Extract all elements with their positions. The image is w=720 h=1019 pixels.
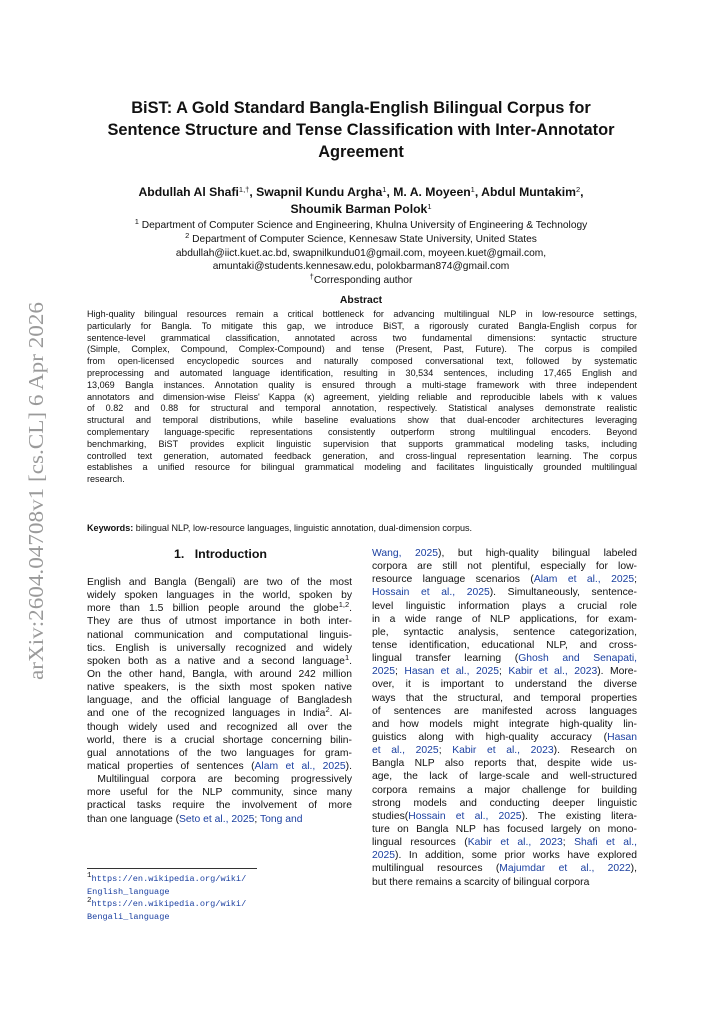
body-line [372, 823, 637, 836]
citation-link[interactable]: et al., 2025 [372, 745, 439, 757]
text-run: ). Research on [553, 745, 637, 757]
section-heading-introduction [87, 547, 354, 561]
text-run: than one language ( [87, 813, 180, 825]
body-line [372, 705, 637, 718]
footnote-line [87, 911, 352, 924]
body-line [372, 560, 637, 573]
abstract-line: establishes a unified resource for bilingual grammatical modeling and facilitates linguistically grounded multilingual [87, 462, 637, 473]
body-line [372, 547, 637, 560]
citation-link[interactable]: Kabir et al., 2023 [467, 837, 563, 849]
abstract-heading: Abstract [339, 295, 383, 306]
footnote-line [87, 886, 352, 899]
body-line [87, 799, 352, 812]
text-run: ). Simultaneously, sentence- [489, 587, 637, 599]
text-run: but there remains a scarcity of bilingual corpora [372, 876, 590, 888]
text-run: level linguistic information plays a crucial role [372, 600, 637, 612]
arxiv-id-text: arXiv:2604.04708v1 [cs.CL] 6 Apr 2026 [24, 328, 48, 680]
abstract-line: research. [87, 474, 125, 485]
text-run: English_language [87, 886, 170, 897]
body-line [372, 678, 637, 691]
text-run: ; [395, 666, 405, 678]
text-run: widely spoken languages in the world, spoken by [87, 590, 352, 602]
body-line [87, 734, 352, 747]
citation-link[interactable]: Seto et al., 2025 [179, 813, 255, 825]
abstract-line: from open-licensed encyclopedic sources and naturally composed conversational text, followed by systematic [87, 356, 637, 367]
text-run: matical properties of sentences ( [87, 760, 255, 772]
abstract-line: particularly for Bangla. To mitigate this gap, we introduce BiST, a rigorously curated Bangla-English corpus for [87, 320, 637, 331]
body-line [372, 626, 637, 639]
text-run: Bengali_language [87, 911, 170, 922]
text-run: guistics along with high-quality accuracy ( [372, 731, 608, 743]
author-list [80, 184, 642, 218]
citation-link[interactable]: Hasan [607, 731, 637, 743]
corresponding-text: Corresponding author [313, 275, 413, 287]
text-run: native speakers, is the sixth most spoken native [87, 682, 352, 694]
body-line [372, 613, 637, 626]
text-run: ple, syntactic analysis, sentence categorization, [372, 626, 637, 638]
author-separator: , [580, 185, 584, 199]
text-run: ; [438, 745, 453, 757]
text-run: world, there is a crucial shortage concerning bilin- [87, 734, 352, 746]
citation-link[interactable]: Alam et al., 2025 [533, 574, 635, 586]
citation-link[interactable]: Hasan et al., 2025 [404, 666, 499, 678]
text-run: ; [634, 574, 637, 586]
citation-link[interactable]: Wang, 2025 [372, 548, 439, 559]
text-run: gual annotations of the two languages for gram- [87, 747, 352, 759]
author-name: Abdul Muntakim [481, 185, 576, 199]
text-run: ), but high-quality bilingual labeled [438, 548, 637, 559]
citation-link[interactable]: Majumdar et al., 2022 [499, 863, 631, 875]
author-separator: , [249, 185, 257, 199]
footnote-rule [87, 868, 257, 869]
citation-link[interactable]: 2025 [372, 850, 396, 862]
footnotes [87, 873, 352, 923]
keywords-line [87, 523, 637, 533]
body-line [372, 770, 637, 783]
body-line [372, 744, 637, 757]
text-run: ; [254, 813, 260, 825]
body-line [87, 615, 352, 628]
text-run: ways that the structural, and temporal properties [372, 692, 637, 704]
email-line: abdullah@iict.kuet.ac.bd, swapnilkundu01@gmail.com, moyeen.kuet@gmail.com, [175, 247, 547, 259]
text-run: ). [345, 760, 352, 772]
text-run: corpora are still not plentiful, especially for low- [372, 561, 637, 573]
body-line [87, 760, 352, 773]
title-line: Sentence Structure and Tense Classification with Inter-Annotator [107, 121, 615, 139]
body-line [87, 602, 352, 615]
text-run: multilingual resources ( [372, 863, 500, 875]
text-run: though widely used and recognized all over the [87, 721, 352, 733]
abstract-line: High-quality bilingual resources remain a critical bottleneck for advancing multilingual NLP in low-resource settings, [87, 309, 637, 319]
body-line [372, 692, 637, 705]
text-run: and how models might integrate high-quality lin- [372, 718, 637, 730]
body-line [372, 862, 637, 875]
abstract-line: 13,069 Bangla instances. Annotation quality is ensured through a multi-stage framework with three independent [87, 379, 637, 390]
text-run: and one of the recognized languages in India [87, 708, 326, 720]
text-run: studies( [372, 810, 409, 822]
abstract-line: annotators and dimension-wise Fleiss' Kappa (κ) agreement, yielding reliable and reproducible labels with κ values [87, 391, 637, 402]
footnote-line [87, 873, 352, 886]
body-line [372, 836, 637, 849]
text-run: ), [630, 863, 637, 875]
text-run: age, the lack of large-scale and well-structured [372, 771, 637, 783]
author-affiliation-marker: 1,† [238, 185, 250, 194]
text-run: https://en.wikipedia.org/wiki/ [91, 899, 247, 910]
body-line [372, 731, 637, 744]
body-line [87, 786, 352, 799]
text-run: in a wide range of NLP applications, for exam- [372, 613, 637, 625]
title-line: Agreement [318, 143, 404, 161]
footnote-marker: 1,2 [338, 600, 350, 610]
body-line [87, 813, 352, 826]
citation-link[interactable]: Hossain et al., 2025 [372, 587, 490, 599]
citation-link[interactable]: Ghosh and Senapati, [518, 653, 637, 665]
text-run: ). More- [597, 666, 638, 678]
text-run: practical tasks require the involvement of more [87, 800, 352, 812]
text-run: On the other hand, Bangla, with around 242 million [87, 668, 352, 680]
body-line [372, 718, 637, 731]
author-name: Shoumik Barman Polok [290, 202, 428, 216]
abstract-line: preprocessing and automated language identification, resulting in 30,534 sentences, including 17,465 English and [87, 367, 637, 378]
author-affiliation-marker: 2 [575, 185, 581, 194]
text-run: resource language scenarios ( [372, 574, 534, 586]
text-run: . Al- [329, 708, 352, 720]
body-line [87, 681, 352, 694]
body-line [87, 642, 352, 655]
affiliation-text: Department of Computer Science, Kennesaw State University, United States [192, 233, 537, 245]
body-line [87, 773, 352, 786]
right-column-text [372, 547, 637, 889]
body-line [372, 665, 637, 678]
body-line [87, 707, 352, 720]
citation-link[interactable]: Shafi et al., [574, 837, 638, 849]
text-run: . [349, 603, 352, 615]
footnote-marker: 2 [87, 897, 92, 906]
text-run: more useful for the NLP community, since many [87, 787, 352, 799]
text-run: ). The existing litera- [521, 810, 637, 822]
text-run: spoken both as a native and a second language [87, 655, 345, 667]
arxiv-identifier-stamp [21, 300, 51, 680]
footnote-marker: 1 [344, 652, 350, 662]
footnote-marker: 1 [87, 872, 92, 880]
author-line [80, 184, 642, 201]
body-line [372, 797, 637, 810]
title-line: BiST: A Gold Standard Bangla-English Bilingual Corpus for [131, 99, 591, 117]
body-line [372, 810, 637, 823]
text-run: lingual resources ( [372, 837, 468, 849]
abstract-line: (Simple, Complex, Compound, Complex-Compound) and tense (Present, Past, Future). The corpus is compiled [87, 344, 637, 355]
body-line [372, 757, 637, 770]
text-run: tics. English is universally recognized and widely [87, 642, 352, 654]
citation-link[interactable]: Kabir et al., 2023 [452, 745, 554, 757]
keywords-label: Keywords: [87, 523, 134, 533]
body-line [372, 849, 637, 862]
abstract-line: sentence-level grammatical classification, annotated across two fundamental dimensions: syntactic structure [87, 332, 637, 343]
footnote-marker: 2 [325, 705, 330, 715]
author-name: M. A. Moyeen [393, 185, 471, 199]
author-name: Abdullah Al Shafi [138, 185, 239, 199]
body-line [372, 876, 637, 889]
text-run: of sentences are manifested across languages [372, 705, 637, 717]
corresponding-author-note [80, 274, 642, 288]
body-line [372, 600, 637, 613]
text-run: Bangla NLP also reports that, despite wide us- [372, 758, 637, 770]
section-title: Introduction [194, 547, 267, 561]
body-line [372, 586, 637, 599]
text-run: tense identification, educational NLP, and cross- [372, 639, 637, 651]
body-line [372, 639, 637, 652]
author-line [80, 201, 642, 218]
body-line [87, 694, 352, 707]
abstract-line: controlled text generation, automated feedback generation, and cross-lingual representation learning. The corpus [87, 450, 637, 461]
abstract-body [87, 309, 637, 486]
text-run: ). In addition, some prior works have explored [395, 850, 637, 862]
paper-title [80, 97, 642, 163]
email-line: amuntaki@students.kennesaw.edu, polokbarman874@gmail.com [212, 261, 510, 273]
author-affiliation-marker: 1 [427, 202, 432, 211]
body-line [87, 629, 352, 642]
citation-link[interactable]: Hossain et al., 2025 [408, 810, 522, 822]
text-run: lingual transfer learning ( [372, 653, 519, 665]
text-run: English and Bangla (Bengali) are two of the most [87, 577, 352, 588]
body-line [372, 573, 637, 586]
left-column-text [87, 576, 352, 826]
body-line [87, 747, 352, 760]
abstract-line: benchmarking, BiST provides explicit linguistic supervision that supports grammatical modeling tasks, including [87, 438, 637, 449]
text-run: more than 1.5 billion people around the globe [87, 603, 339, 615]
abstract-line: complementary language-specific representations consistently outperform strong multilingual encoders. Beyond [87, 426, 637, 437]
author-affiliation-marker: 1 [470, 185, 475, 194]
section-number: 1. [174, 547, 185, 561]
text-run: strong models and conducting deeper linguistic [372, 797, 637, 809]
body-line [87, 721, 352, 734]
body-line [87, 668, 352, 681]
text-run: They are thus of utmost importance in both inter- [87, 616, 352, 628]
author-affiliation-marker: 1 [382, 185, 387, 194]
affiliation-marker: 2 [185, 230, 190, 240]
affiliation-marker: 1 [134, 217, 139, 226]
text-run: ture on Bangla NLP has focused largely on mono- [372, 823, 637, 835]
body-line [87, 576, 352, 589]
abstract-line: structural and temporal distributions, while baseline evaluations show that dual-encoder architectures leveraging [87, 415, 637, 426]
author-separator: , [386, 185, 394, 199]
text-run: national communication and computational linguis- [87, 629, 352, 641]
affiliation-line [80, 230, 642, 247]
body-line [372, 784, 637, 797]
text-run: . [349, 655, 352, 667]
body-line [87, 589, 352, 602]
affiliation-text: Department of Computer Science and Engineering, Khulna University of Engineering & Technology [141, 220, 588, 231]
abstract-line: of 0.82 and 0.88 for structural and temporal annotation, respectively. Statistical analyses demonstrate realistic [87, 403, 637, 414]
text-run: language, and the official language of Bangladesh [87, 695, 352, 707]
body-line [372, 652, 637, 665]
text-run: corpora remains a major challenge for building [372, 784, 637, 796]
corresponding-marker: † [309, 272, 314, 282]
text-run: Multilingual corpora are becoming progressively [87, 774, 352, 786]
citation-link[interactable]: 2025 [372, 666, 396, 678]
citation-link[interactable]: Tong and [259, 813, 303, 825]
citation-link[interactable]: Alam et al., 2025 [254, 760, 346, 772]
affiliations-block [80, 219, 642, 288]
author-name: Swapnil Kundu Argha [256, 185, 383, 199]
footnote-line [87, 898, 352, 911]
author-separator: , [474, 185, 482, 199]
text-run: ; [562, 837, 575, 849]
text-run: https://en.wikipedia.org/wiki/ [91, 874, 247, 884]
keywords-text: bilingual NLP, low-resource languages, linguistic annotation, dual-dimension corpus. [135, 523, 473, 533]
citation-link[interactable]: Kabir et al., 2023 [508, 666, 598, 678]
affiliation-line [80, 219, 642, 233]
text-run: over, it is important to understand the diverse [372, 679, 637, 691]
body-line [87, 652, 352, 668]
text-run: ; [499, 666, 509, 678]
